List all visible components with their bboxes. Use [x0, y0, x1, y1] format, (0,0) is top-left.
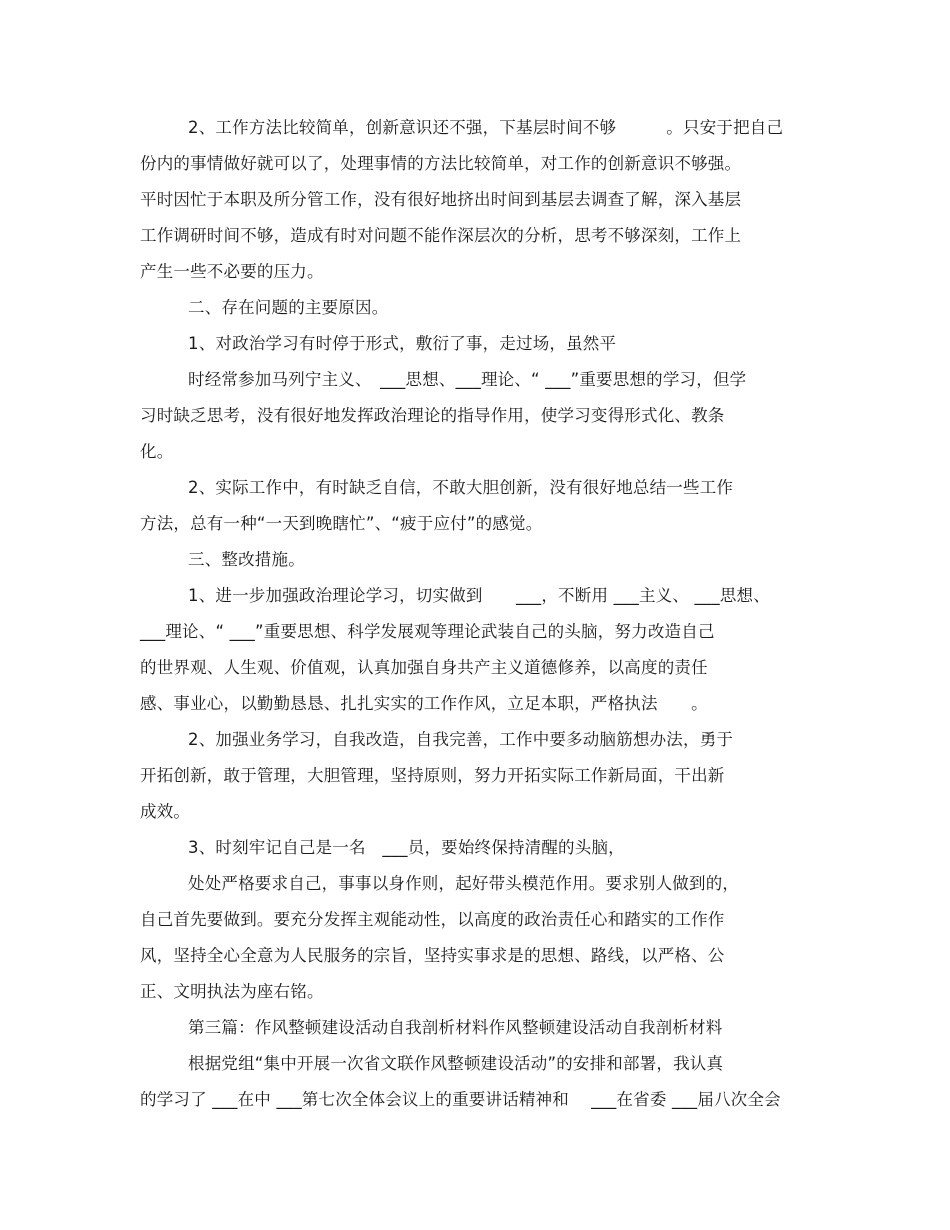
text-line: 成效。: [140, 802, 191, 821]
text-line: ___理论、“ ___”重要思想、科学发展观等理论武装自己的头脑，努力改造自己: [140, 622, 715, 641]
text-line: 3、时刻牢记自己是一名 ___员，要始终保持清醒的头脑，: [188, 838, 625, 857]
section-heading: 三、整改措施。: [188, 550, 305, 569]
text-line: 1、进一步加强政治理论学习，切实做到 ___，不断用 ___主义、 ___思想、: [188, 586, 770, 605]
chapter-title: 第三篇：作风整顿建设活动自我剖析材料作风整顿建设活动自我剖析材料: [188, 1018, 723, 1037]
text-line: 开拓创新，敢于管理，大胆管理，坚持原则，努力开拓实际工作新局面，干出新: [140, 766, 725, 785]
text-line: 产生一些不必要的压力。: [140, 262, 324, 281]
text-line: 方法，总有一种“一天到晚瞎忙”、“疲于应付”的感觉。: [140, 514, 543, 533]
text-line: 2、实际工作中，有时缺乏自信，不敢大胆创新，没有很好地总结一些工作: [188, 478, 734, 497]
text-line: 正、文明执法为座右铭。: [140, 982, 324, 1001]
text-line: 工作调研时间不够，造成有时对问题不能作深层次的分析，思考不够深刻，工作上: [140, 226, 742, 245]
text-line: 根据党组“集中开展一次省文联作风整顿建设活动”的安排和部署，我认真: [188, 1054, 724, 1073]
text-line: 处处严格要求自己，事事以身作则，起好带头模范作用。要求别人做到的，: [188, 874, 740, 893]
section-heading: 二、存在问题的主要原因。: [188, 298, 389, 317]
text-line: 1、对政治学习有时停于形式，敷衍了事，走过场，虽然平: [188, 334, 617, 353]
text-line: 时经常参加马列宁主义、 ___思想、___理论、“ ___”重要思想的学习，但学: [188, 370, 747, 389]
text-line: 的世界观、人生观、价值观，认真加强自身共产主义道德修养，以高度的责任: [140, 658, 708, 677]
text-line: 平时因忙于本职及所分管工作，没有很好地挤出时间到基层去调查了解，深入基层: [140, 190, 742, 209]
text-line: 风，坚持全心全意为人民服务的宗旨，坚持实事求是的思想、路线，以严格、公: [140, 946, 725, 965]
text-line: 习时缺乏思考，没有很好地发挥政治理论的指导作用，使学习变得形式化、教条: [140, 406, 725, 425]
text-line: 自己首先要做到。要充分发挥主观能动性，以高度的政治责任心和踏实的工作作: [140, 910, 725, 929]
text-line: 份内的事情做好就可以了，处理事情的方法比较简单，对工作的创新意识不够强。: [140, 154, 742, 173]
text-line: 感、事业心，以勤勤恳恳、扎扎实实的工作作风，立足本职，严格执法 。: [140, 694, 708, 713]
text-line: 的学习了 ___在中 ___第七次全体会议上的重要讲话精神和 ___在省委 ___届八次全会: [140, 1090, 781, 1109]
text-line: 2、加强业务学习，自我改造，自我完善，工作中要多动脑筋想办法，勇于: [188, 730, 734, 749]
text-line: 化。: [140, 442, 174, 461]
text-line: 2、工作方法比较简单，创新意识还不强，下基层时间不够 。只安于把自己: [188, 118, 784, 137]
